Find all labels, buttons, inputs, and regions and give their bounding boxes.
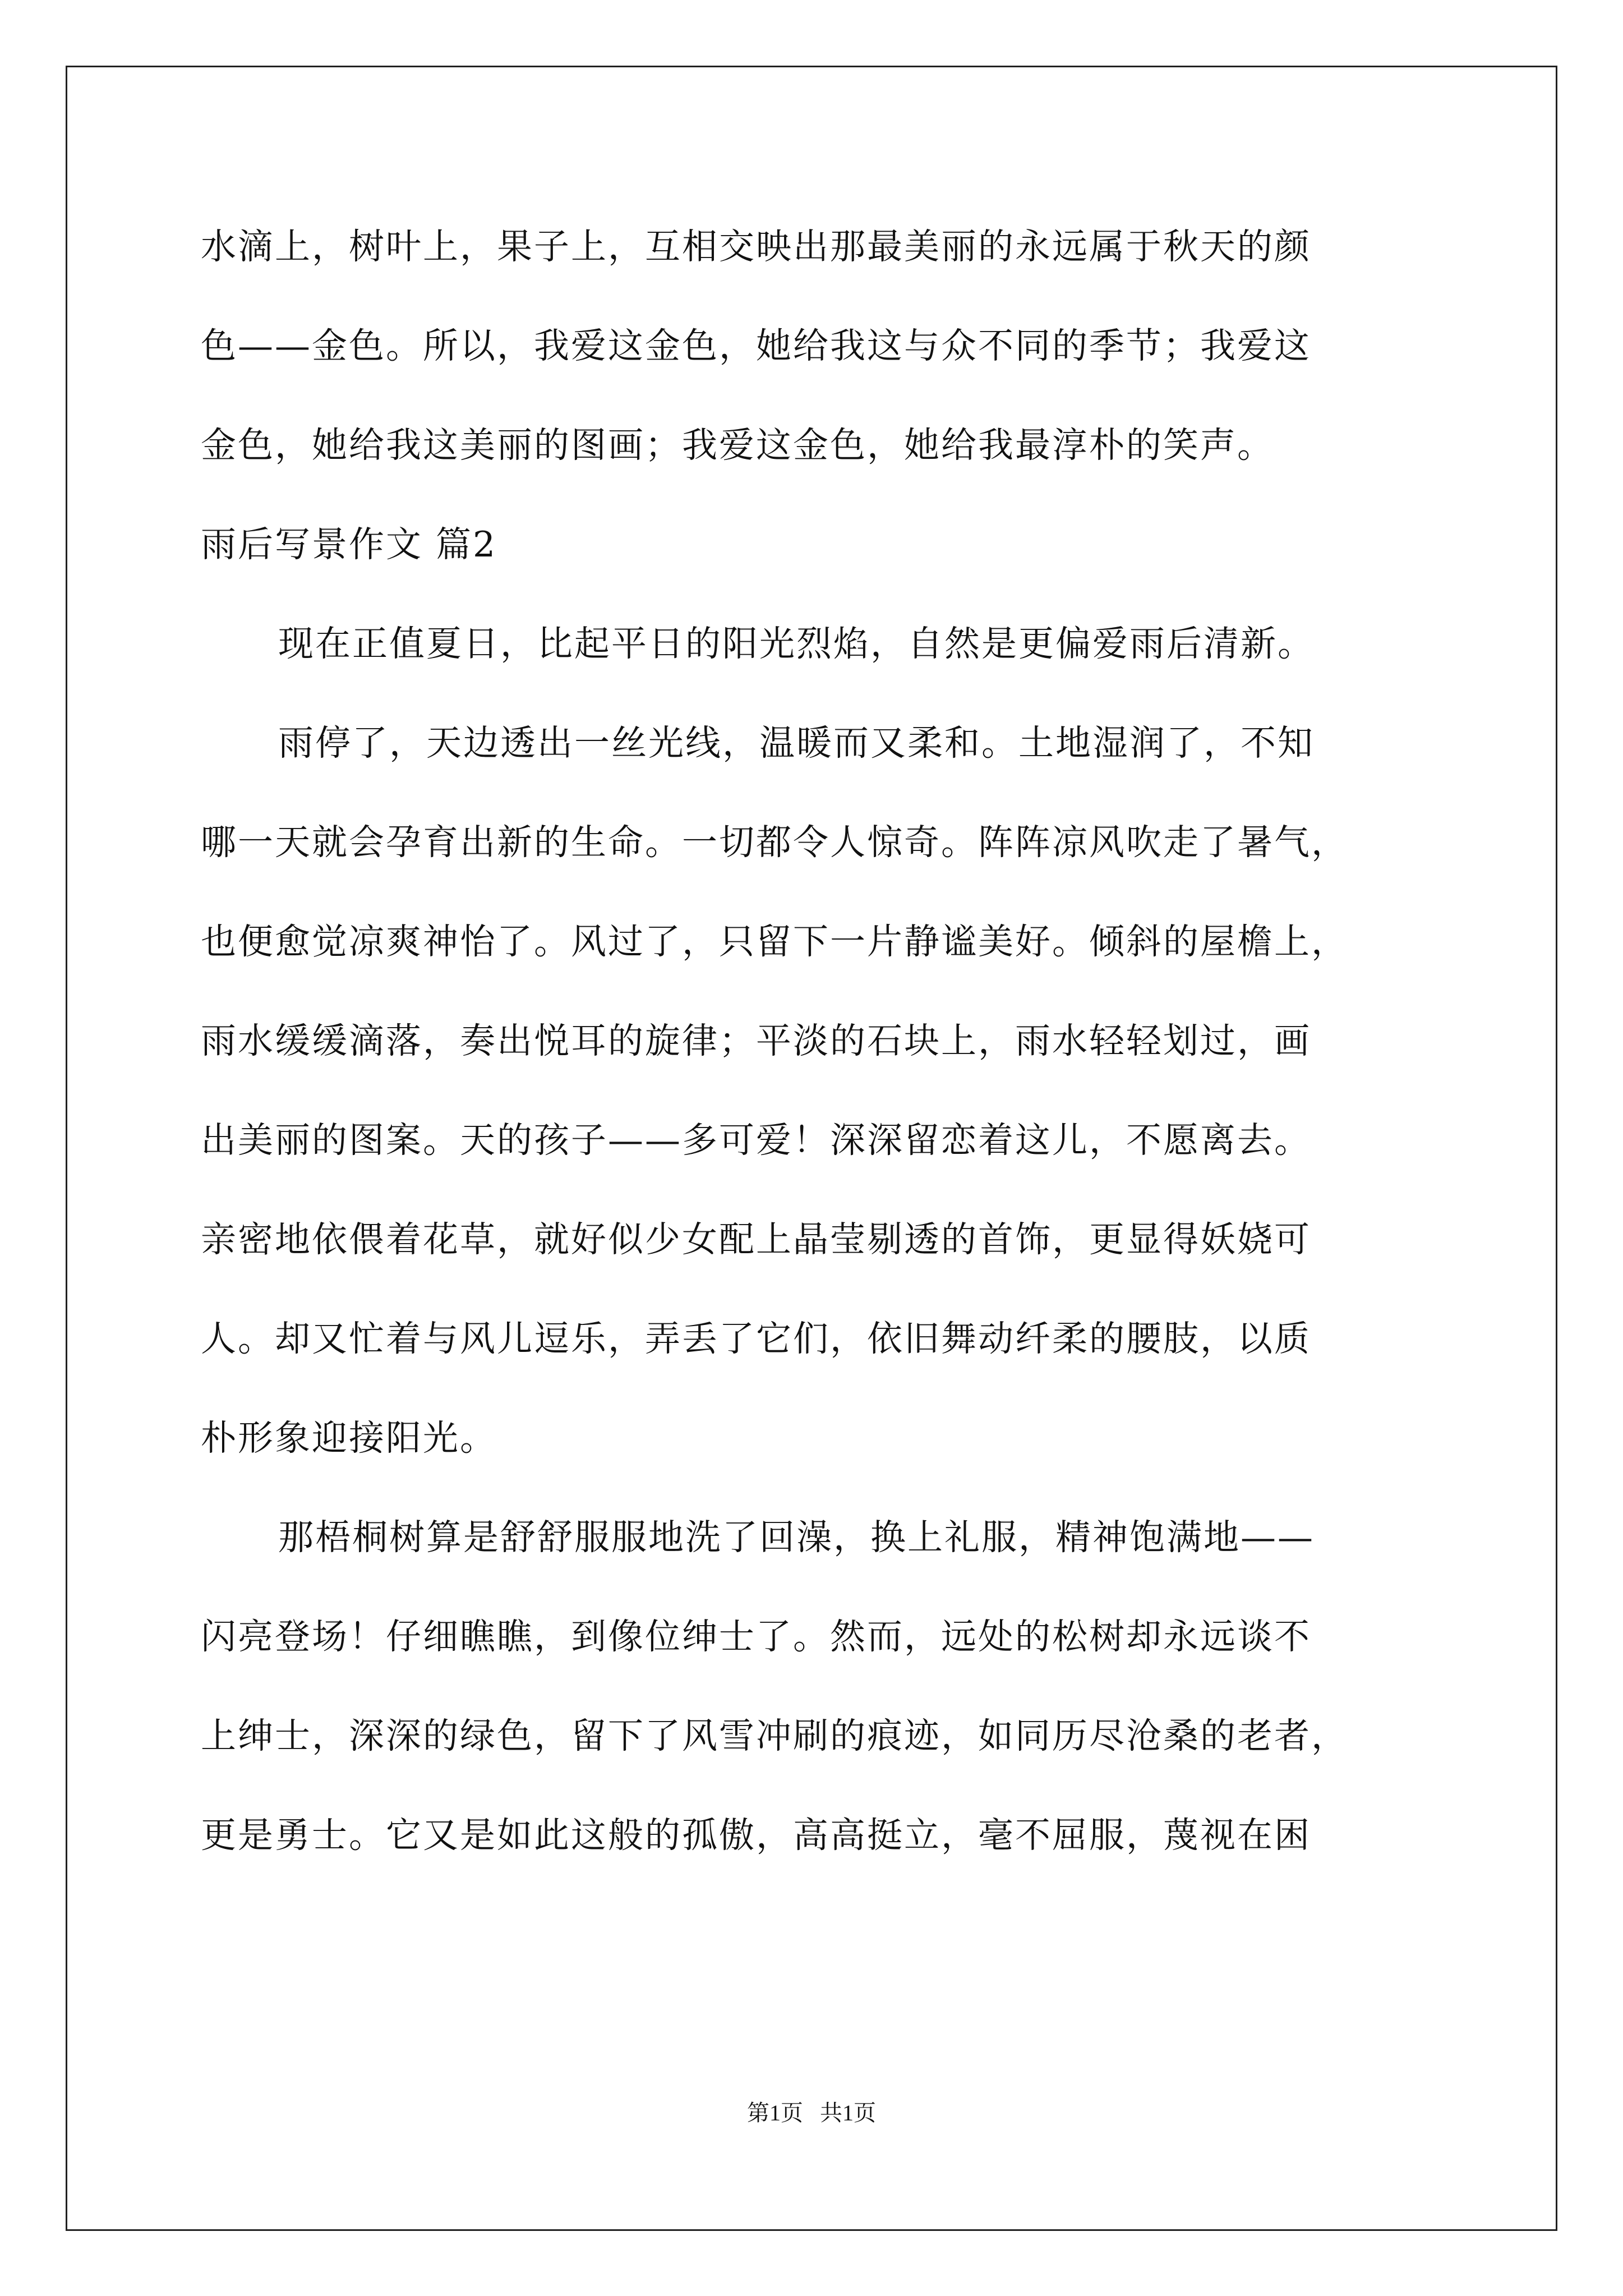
text-line: 金色，她给我这美丽的图画；我爱这金色，她给我最淳朴的笑声。 — [201, 425, 1274, 466]
text-line: 更是勇士。它又是如此这般的孤傲，高高挺立，毫不屈服，蔑视在困 — [201, 1815, 1311, 1856]
text-line: 上绅士，深深的绿色，留下了风雪冲刷的痕迹，如同历尽沧桑的老者， — [201, 1715, 1348, 1756]
text-line: 朴形象迎接阳光。 — [201, 1418, 497, 1458]
text-line: 亲密地依偎着花草，就好似少女配上晶莹剔透的首饰，更显得妖娆可 — [201, 1219, 1311, 1260]
text-line: 雨停了，天边透出一丝光线，温暖而又柔和。土地湿润了，不知 — [278, 723, 1315, 763]
text-line: 人。却又忙着与风儿逗乐，弄丢了它们，依旧舞动纤柔的腰肢，以质 — [201, 1318, 1311, 1359]
text-line: 现在正值夏日，比起平日的阳光烈焰，自然是更偏爱雨后清新。 — [278, 623, 1315, 664]
text-line: 哪一天就会孕育出新的生命。一切都令人惊奇。阵阵凉风吹走了暑气， — [201, 822, 1348, 863]
text-line: 那梧桐树算是舒舒服服地洗了回澡，换上礼服，精神饱满地—— — [278, 1517, 1315, 1558]
text-line: 雨水缓缓滴落，奏出悦耳的旋律；平淡的石块上，雨水轻轻划过，画 — [201, 1020, 1311, 1061]
text-line: 水滴上，树叶上，果子上，互相交映出那最美丽的永远属于秋天的颜 — [201, 226, 1311, 267]
text-line: 出美丽的图案。天的孩子——多可爱！深深留恋着这儿，不愿离去。 — [201, 1120, 1311, 1161]
page-number: 第1页 共1页 — [747, 2100, 876, 2125]
text-line: 闪亮登场！仔细瞧瞧，到像位绅士了。然而，远处的松树却永远谈不 — [201, 1616, 1311, 1657]
section-heading: 雨后写景作文 篇2 — [201, 524, 497, 565]
page-footer — [0, 2095, 1623, 2127]
text-line: 色——金色。所以，我爱这金色，她给我这与众不同的季节；我爱这 — [201, 325, 1311, 366]
text-line: 也便愈觉凉爽神怡了。风过了，只留下一片静谧美好。倾斜的屋檐上， — [201, 921, 1348, 962]
